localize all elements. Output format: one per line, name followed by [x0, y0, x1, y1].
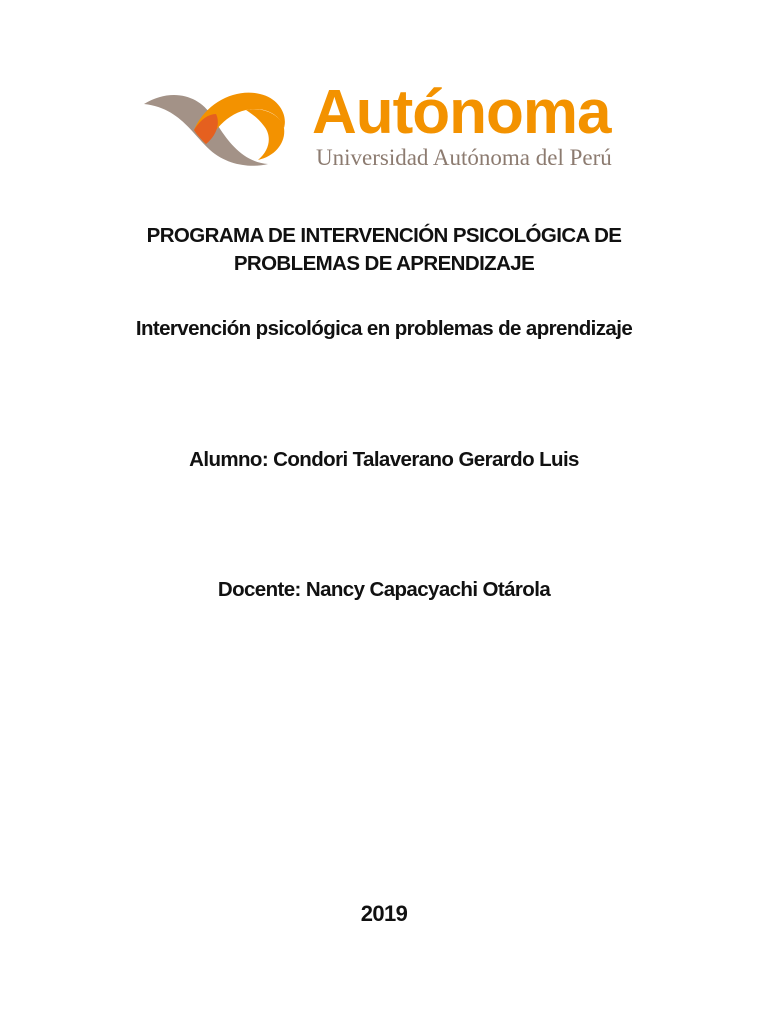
- program-title-line-2: PROBLEMAS DE APRENDIZAJE: [233, 252, 535, 275]
- program-title: [40, 222, 728, 278]
- student-name: Alumno: Condori Talaverano Gerardo Luis: [189, 448, 579, 471]
- autonoma-swoosh-icon: [140, 84, 290, 170]
- document-year: 2019: [360, 901, 408, 926]
- logo-wordmark: Autónoma: [312, 78, 611, 147]
- teacher-name: Docente: Nancy Capacyachi Otárola: [217, 578, 551, 601]
- university-logo: [140, 78, 640, 178]
- logo-subtitle: Universidad Autónoma del Perú: [316, 145, 612, 170]
- program-title-line-1: PROGRAMA DE INTERVENCIÓN PSICOLÓGICA DE: [146, 224, 622, 247]
- document-subtitle: Intervención psicológica en problemas de aprendizaje: [135, 317, 633, 340]
